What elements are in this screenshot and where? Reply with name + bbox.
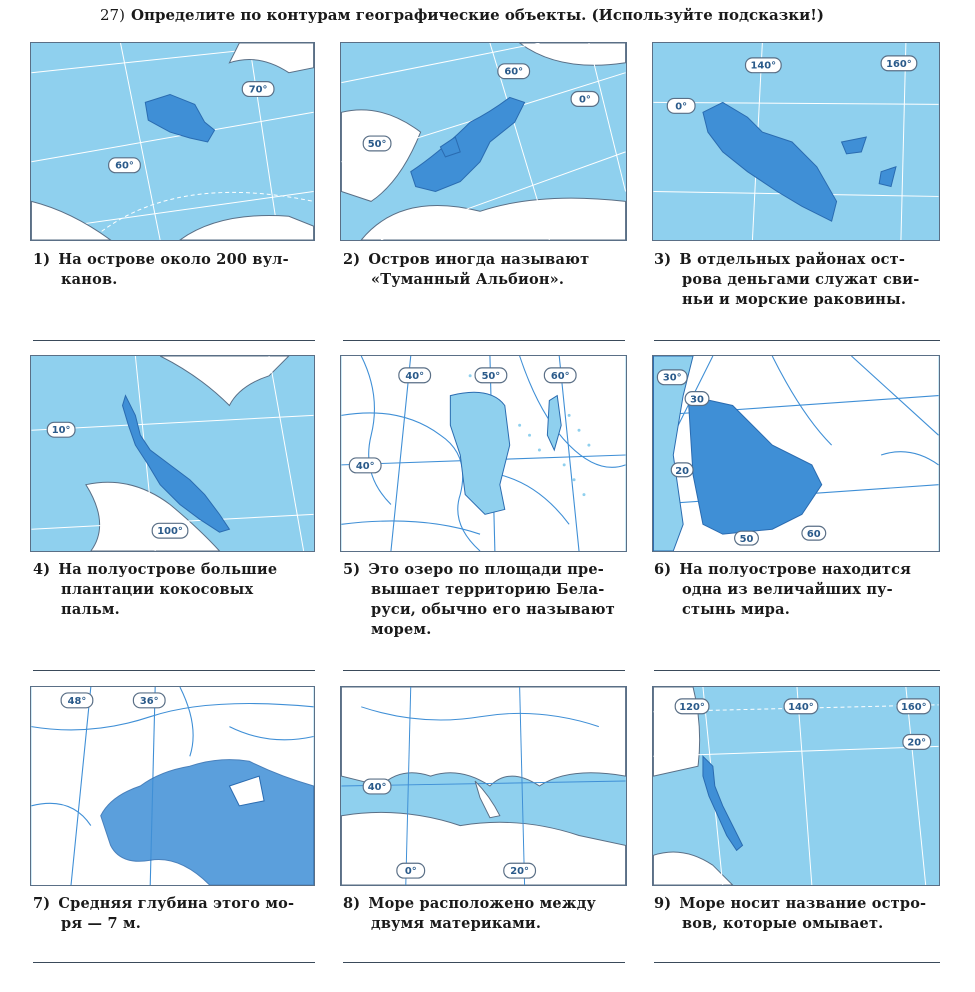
map-5-label-1: 40° [405, 370, 425, 382]
question-4-line-3: пальм. [61, 601, 120, 618]
question-9-number: 9) [654, 895, 672, 912]
question-4 [33, 560, 323, 620]
question-1 [33, 250, 318, 290]
map-7-label-1: 48° [67, 695, 87, 707]
question-1-line-1: На острове около 200 вул- [58, 251, 289, 268]
question-5-line-2: вышает территорию Бела- [371, 581, 605, 598]
map-6-label-4: 50 [739, 534, 754, 546]
question-1-number: 1) [33, 251, 51, 268]
map-8-label-3: 20° [510, 866, 529, 878]
question-2-number: 2) [343, 251, 361, 268]
map-1-figure [31, 43, 314, 240]
map-9-label-2: 140° [788, 701, 814, 713]
answer-line-4[interactable] [33, 670, 315, 671]
answer-line-5[interactable] [343, 670, 625, 671]
question-6-line-2: одна из величайших пу- [682, 581, 893, 598]
map-3 [652, 42, 940, 241]
question-9-line-1: Море носит название остро- [679, 895, 927, 912]
map-6-label-2: 30 [690, 394, 704, 406]
question-5-line-4: морем. [371, 621, 432, 638]
map-8-figure [341, 687, 626, 885]
task-title: Определите по контурам географические объекты. (Используйте подсказки!) [130, 6, 824, 24]
map-5-label-2: 50° [481, 370, 501, 382]
map-9-label-1: 120° [679, 701, 705, 713]
question-7-number: 7) [33, 895, 51, 912]
map-4 [30, 355, 315, 552]
map-5 [340, 355, 627, 552]
question-6-line-3: стынь мира. [682, 601, 790, 618]
map-9-label-4: 20° [907, 737, 927, 749]
map-9 [652, 686, 940, 886]
map-3-label-3: 0° [675, 101, 688, 113]
question-9-line-2: вов, которые омывает. [682, 915, 884, 932]
question-3 [654, 250, 944, 310]
map-5-label-4: 40° [355, 460, 375, 472]
question-8-number: 8) [343, 895, 361, 912]
question-3-line-1: В отдельных районах ост- [679, 251, 906, 268]
question-1-line-2: канов. [61, 271, 118, 288]
question-5 [343, 560, 638, 640]
map-4-label-1: 10° [51, 425, 71, 437]
map-7 [30, 686, 315, 886]
question-7-line-1: Средняя глубина этого мо- [58, 895, 295, 912]
map-8-label-2: 0° [404, 866, 417, 878]
map-9-label-3: 160° [901, 701, 927, 713]
answer-line-8[interactable] [343, 962, 625, 963]
map-7-label-2: 36° [139, 695, 159, 707]
map-2-label-1: 60° [504, 66, 524, 78]
task-header [100, 6, 824, 24]
question-7-line-2: ря — 7 м. [61, 915, 142, 932]
map-6-figure [653, 356, 939, 551]
question-6-line-1: На полуострове находится [679, 561, 912, 578]
question-2 [343, 250, 633, 290]
question-3-number: 3) [654, 251, 672, 268]
answer-line-7[interactable] [33, 962, 315, 963]
map-6-label-3: 20 [675, 465, 690, 477]
map-3-label-1: 140° [750, 60, 777, 72]
map-2-figure [341, 43, 626, 240]
question-8-line-2: двумя материками. [371, 915, 542, 932]
answer-line-6[interactable] [654, 670, 940, 671]
map-2-label-2: 0° [579, 94, 591, 106]
answer-line-2[interactable] [343, 340, 625, 341]
map-5-figure [341, 356, 626, 551]
question-7 [33, 894, 323, 934]
question-4-line-2: плантации кокосовых [61, 581, 254, 598]
question-6-number: 6) [654, 561, 672, 578]
map-8-label-1: 40° [367, 781, 387, 793]
question-8-line-1: Море расположено между [368, 895, 597, 912]
map-1-label-2: 60° [115, 160, 134, 172]
map-3-label-2: 160° [886, 58, 912, 70]
map-2-label-3: 50° [367, 138, 387, 150]
question-6 [654, 560, 949, 620]
answer-line-3[interactable] [654, 340, 940, 341]
map-8 [340, 686, 627, 886]
question-4-line-1: На полуострове большие [58, 561, 278, 578]
question-8 [343, 894, 638, 934]
map-6-label-5: 60 [806, 529, 821, 541]
question-3-line-3: ньи и морские раковины. [682, 291, 907, 308]
map-4-label-2: 100° [157, 526, 183, 538]
map-3-figure [653, 43, 939, 240]
map-6-label-1: 30° [662, 372, 682, 384]
map-5-label-3: 60° [550, 370, 570, 382]
answer-line-1[interactable] [33, 340, 315, 341]
task-number: 27) [100, 6, 125, 24]
question-5-number: 5) [343, 561, 361, 578]
map-9-figure [653, 687, 939, 885]
map-1-label-1: 70° [248, 84, 268, 96]
map-1 [30, 42, 315, 241]
question-9 [654, 894, 949, 934]
question-5-line-1: Это озеро по площади пре- [368, 561, 604, 578]
map-4-figure [31, 356, 314, 551]
question-4-number: 4) [33, 561, 51, 578]
question-3-line-2: рова деньгами служат сви- [682, 271, 920, 288]
question-5-line-3: руси, обычно его называют [371, 601, 615, 618]
map-2 [340, 42, 627, 241]
map-7-figure [31, 687, 314, 885]
question-2-line-1: Остров иногда называют [368, 251, 590, 268]
map-6 [652, 355, 940, 552]
answer-line-9[interactable] [654, 962, 940, 963]
question-2-line-2: «Туманный Альбион». [371, 271, 565, 288]
